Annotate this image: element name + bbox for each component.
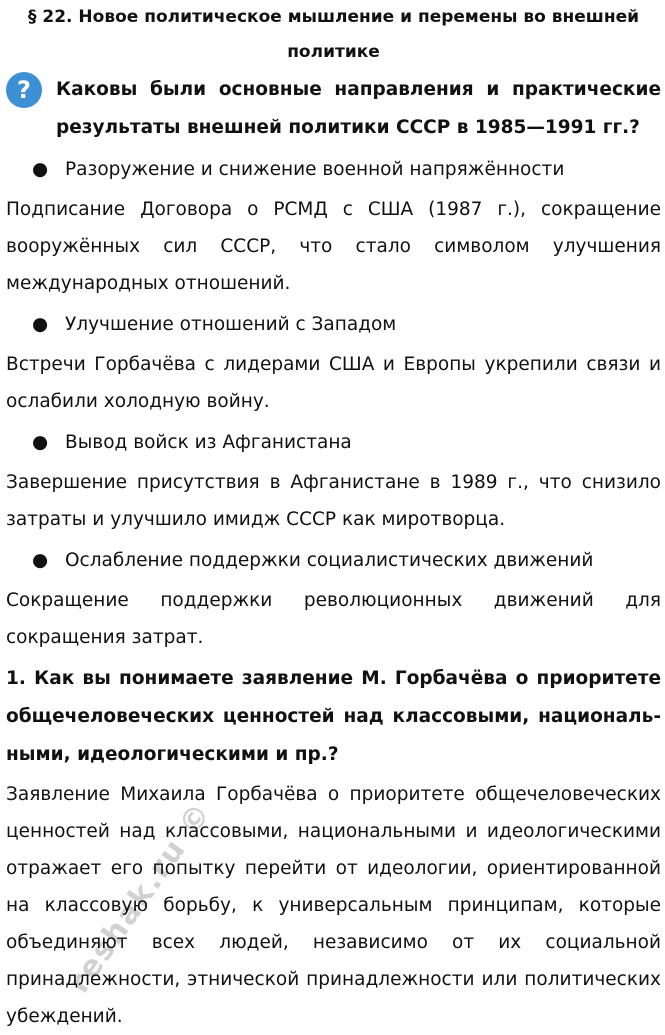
paragraph: Сокращение поддержки революционных движений для сокращения затрат. [6, 590, 661, 648]
bullet-label: Улучшение отношений с Западом [65, 314, 397, 335]
task-question: 1. Как вы понимаете заявление М. Горбачёва о приоритете общечеловеческих ценностей над классовыми, национальными, идеологическими и пр.? [6, 668, 661, 765]
task-answer: Заявление Михаила Горбачёва о приоритете общечеловеческих ценностей над классовыми, национальными и идеологическими отражает его попытку перейти от идеологии, ориентированной на классовую борьбу, к универсальным принципам, которые объединяют всех людей, независимо от их социальной принадлежности, этнической принадлежности или политических убеждений. [6, 784, 661, 1027]
bullet-icon: ● [32, 432, 49, 453]
bullet-label: Разоружение и снижение военной напряжённости [65, 159, 565, 180]
section [6, 306, 661, 420]
bullet-label: Ослабление поддержки социалистических движений [65, 550, 594, 571]
question-block [6, 72, 661, 147]
page-title: § 22. Новое политическое мышление и перемены во внешней политике [27, 7, 640, 62]
paragraph: Завершение присутствия в Афганистане в 1989 г., что снизило затраты и улучшило имидж СССР как миротворца. [6, 472, 661, 530]
bullet-icon: ● [32, 550, 49, 571]
bullet-icon: ● [32, 314, 49, 335]
section [6, 542, 661, 656]
bullet-icon: ● [32, 159, 49, 180]
section [6, 151, 661, 302]
paragraph: Подписание Договора о РСМД с США (1987 г.), сокращение вооружённых сил СССР, что стало символом улучшения международных отношений. [6, 199, 661, 294]
question-circle-icon: ? [6, 72, 42, 108]
watermark: reshak.ru © [61, 795, 220, 1000]
bullet-item [6, 542, 661, 580]
bullet-label: Вывод войск из Афганистана [65, 432, 352, 453]
paragraph: Встречи Горбачёва с лидерами США и Европы укрепили связи и ослабили холодную войну. [6, 354, 661, 412]
bullet-item [6, 306, 661, 344]
bullet-item [6, 424, 661, 462]
section [6, 424, 661, 538]
question-text: Каковы были основные направления и практические результаты внешней политики СССР в 1985—1991 гг.? [56, 79, 661, 138]
bullet-item [6, 151, 661, 189]
